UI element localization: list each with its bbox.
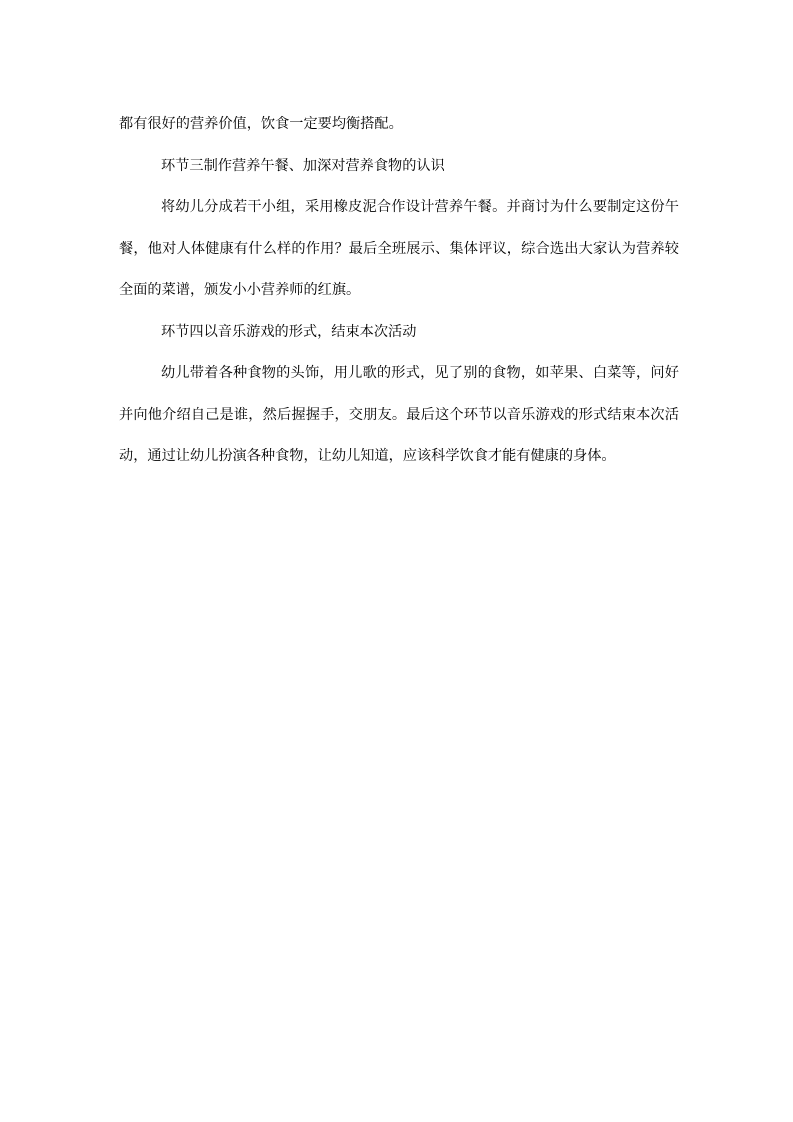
- document-body: [119, 104, 679, 478]
- paragraph-3: 将幼儿分成若干小组，采用橡皮泥合作设计营养午餐。并商讨为什么要制定这份午餐，他对人体健康有什么样的作用？最后全班展示、集体评议，综合选出大家认为营养较全面的菜谱，颁发小小营养师的红旗。: [119, 199, 679, 298]
- section-heading-3: 环节三制作营养午餐、加深对营养食物的认识: [161, 157, 445, 174]
- section-heading-4: 环节四以音乐游戏的形式，结束本次活动: [161, 323, 417, 340]
- paragraph-5: 幼儿带着各种食物的头饰，用儿歌的形式，见了别的食物，如苹果、白菜等，问好并向他介绍自己是谁，然后握握手，交朋友。最后这个环节以音乐游戏的形式结束本次活动，通过让幼儿扮演各种食物，让幼儿知道，应该科学饮食才能有健康的身体。: [119, 365, 679, 464]
- paragraph-1: 都有很好的营养价值，饮食一定要均衡搭配。: [119, 116, 403, 132]
